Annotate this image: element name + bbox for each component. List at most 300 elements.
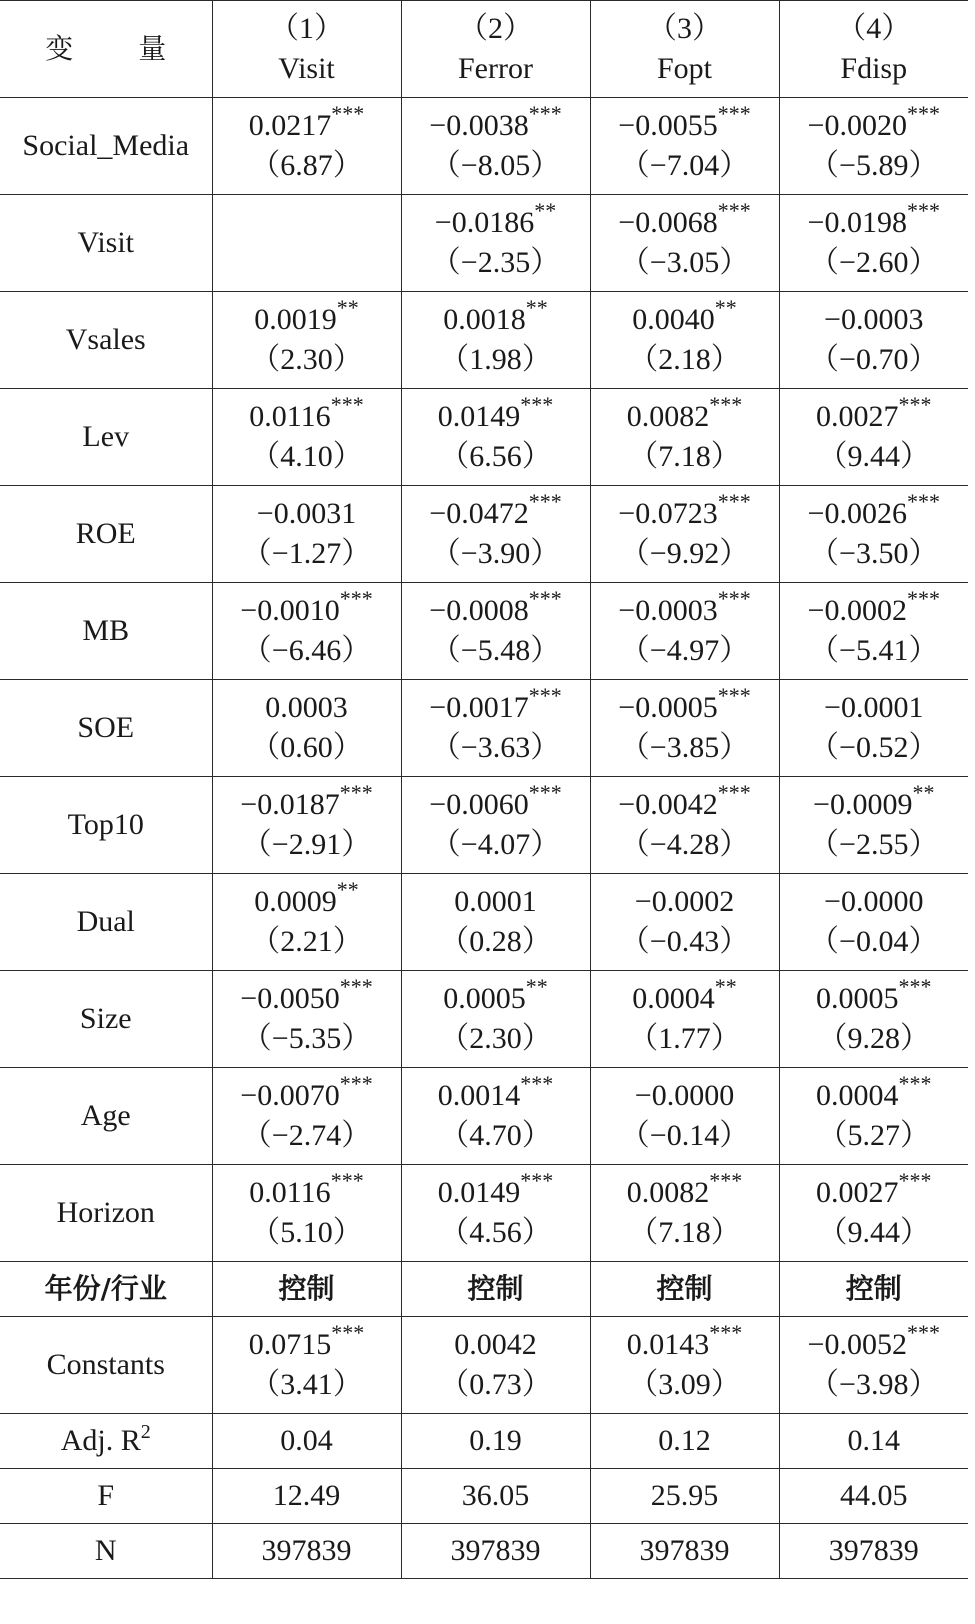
t-stat-value: （3.09） [628,1368,741,1401]
significance-stars: *** [906,101,940,126]
significance-stars: *** [339,586,373,611]
t-stat-value: （−0.70） [809,343,939,376]
coef-cell-2 [401,389,590,486]
coef-line [402,882,590,922]
header-variable-cell [0,1,212,98]
coef-cell-3 [590,680,779,777]
coef-cell-2 [401,195,590,292]
coef-cell-1 [212,195,401,292]
significance-stars: *** [331,1320,365,1345]
header-col-4 [779,1,968,98]
coef-value: −0.0026 [807,497,907,530]
header-col-number: （1） [269,12,344,45]
coef-value: 0.0014 [437,1079,521,1112]
row-label: Adj. R [60,1424,141,1457]
coef-value: 0.0004 [816,1079,899,1112]
table-row [0,777,968,874]
f-stat-value: 12.49 [212,1469,401,1524]
t-stat-value: （−8.05） [430,149,561,182]
coef-cell-1 [212,874,401,971]
t-stat-value: （3.41） [250,1368,363,1401]
coef-cell-1 [212,292,401,389]
coef-line [780,780,969,825]
t-stat-value: （7.18） [628,440,741,473]
coef-line [780,392,969,437]
significance-stars: *** [709,392,743,417]
significance-stars: *** [339,1071,373,1096]
coef-cell-4 [779,777,968,874]
t-stat-value: （−7.04） [619,149,750,182]
coef-value: −0.0186 [434,206,535,239]
t-stat-value: （−3.50） [809,537,939,570]
coef-line [591,882,779,922]
coef-cell-3 [590,98,779,195]
coef-line [213,1071,401,1116]
coef-cell-2 [401,1165,590,1262]
coef-line [591,295,779,340]
coef-line [213,586,401,631]
coef-line [402,683,590,728]
t-stat-value: （−0.52） [809,731,939,764]
coef-cell-2 [401,292,590,389]
row-label: Social_Media [0,98,212,195]
significance-stars: ** [714,974,737,999]
row-label: Size [0,971,212,1068]
coef-value: −0.0000 [824,885,924,918]
coef-value: −0.0002 [807,594,907,627]
coef-value: 0.0018 [443,303,526,336]
significance-stars: *** [898,974,932,999]
f-stat-value: 25.95 [590,1469,779,1524]
row-label: MB [0,583,212,680]
coef-value: −0.0031 [256,497,357,530]
table-row [0,389,968,486]
t-stat-value: （−6.46） [241,634,372,667]
t-stat-value: （2.18） [628,343,741,376]
coef-line [402,1325,590,1365]
adj-r2-value: 0.19 [401,1414,590,1469]
coef-cell-2 [401,583,590,680]
coef-cell-1 [212,680,401,777]
coef-line [591,586,779,631]
coef-cell-4 [779,583,968,680]
coef-value: 0.0005 [816,982,899,1015]
coef-line [591,780,779,825]
coef-line [213,101,401,146]
coef-line [402,101,590,146]
coef-line [780,1168,969,1213]
header-col-number: （3） [647,12,722,45]
coef-cell-4 [779,874,968,971]
t-stat-value: （−4.97） [619,634,750,667]
t-stat-value: （−2.91） [241,828,372,861]
coef-cell-3 [590,389,779,486]
row-label: SOE [0,680,212,777]
t-stat-value: （4.70） [439,1119,552,1152]
table-row [0,195,968,292]
coef-line [591,1076,779,1116]
adj-r2-value: 0.12 [590,1414,779,1469]
header-col-name: Fdisp [840,52,908,85]
coef-value: −0.0005 [618,691,718,724]
t-stat-value: （−5.89） [809,149,939,182]
table-row [0,1068,968,1165]
coef-value: 0.0149 [437,1176,521,1209]
t-stat-value: （−1.27） [241,537,372,570]
significance-stars: ** [525,295,548,320]
table-body [0,98,968,1579]
significance-stars: *** [898,1071,932,1096]
coef-cell-4 [779,971,968,1068]
coef-line [591,489,779,534]
header-col-number: （4） [836,12,912,45]
coef-value: −0.0472 [429,497,529,530]
coef-value: 0.0019 [254,303,337,336]
coef-line [780,974,969,1019]
significance-stars: ** [534,198,557,223]
coef-value: −0.0070 [240,1079,340,1112]
coef-value: −0.0050 [240,982,340,1015]
row-label: F [0,1469,212,1524]
coef-cell-1 [212,486,401,583]
t-stat-value: （2.21） [250,925,363,958]
coef-cell-3 [590,971,779,1068]
significance-stars: *** [528,489,562,514]
coef-cell-4 [779,1068,968,1165]
coef-line [780,198,969,243]
coef-value: 0.0001 [454,885,537,918]
adj-r2-value: 0.04 [212,1414,401,1469]
t-stat-value: （−9.92） [619,537,750,570]
coef-value: 0.0149 [437,400,521,433]
coef-line [213,780,401,825]
coef-value: 0.0143 [626,1328,710,1361]
significance-stars: *** [330,392,364,417]
coef-line [213,877,401,922]
significance-stars: *** [331,101,365,126]
adj-r2-value: 0.14 [779,1414,968,1469]
coef-value: −0.0020 [807,109,907,142]
coef-line [780,586,969,631]
coef-cell-1 [212,971,401,1068]
controls-value: 控制 [401,1262,590,1317]
coef-line [213,494,401,534]
controls-row [0,1262,968,1317]
header-variable-label: 变 量 [45,32,195,65]
coef-line [402,974,590,1019]
coef-value: −0.0003 [824,303,924,336]
adj-r2-row [0,1414,968,1469]
significance-stars: *** [709,1168,743,1193]
coef-value: −0.0017 [429,691,529,724]
coef-cell-4 [779,1165,968,1262]
coef-line [402,1168,590,1213]
coef-line [591,683,779,728]
t-stat-value: （4.56） [439,1216,552,1249]
t-stat-value: （−3.05） [619,246,750,279]
coef-value: 0.0042 [454,1328,537,1361]
coef-cell-2 [401,98,590,195]
coef-cell-4 [779,292,968,389]
significance-stars: *** [717,586,751,611]
coef-cell-1 [212,1068,401,1165]
coef-value: 0.0116 [249,400,331,433]
significance-stars: *** [898,392,932,417]
significance-stars: ** [714,295,737,320]
coef-value: 0.0082 [626,400,710,433]
coef-cell-3 [590,777,779,874]
significance-stars: *** [528,683,562,708]
header-col-2 [401,1,590,98]
t-stat-value: （0.60） [250,731,363,764]
t-stat-value: （9.44） [817,1216,930,1249]
t-stat-value: （−0.04） [809,925,939,958]
header-row [0,1,968,98]
coef-line [780,489,969,534]
coef-value: 0.0005 [443,982,526,1015]
header-col-3 [590,1,779,98]
superscript-2: 2 [140,1421,151,1443]
coef-cell-3 [590,874,779,971]
table-row [0,874,968,971]
significance-stars: ** [912,780,935,805]
row-label: Top10 [0,777,212,874]
coef-cell-2 [401,680,590,777]
coef-cell-1 [212,1317,401,1414]
n-obs-row [0,1524,968,1579]
significance-stars: *** [528,780,562,805]
significance-stars: *** [709,1320,743,1345]
coef-cell-3 [590,1068,779,1165]
coef-cell-1 [212,777,401,874]
coef-value: −0.0009 [813,788,913,821]
t-stat-value: （−5.48） [430,634,561,667]
coef-line [780,1071,969,1116]
coef-cell-4 [779,389,968,486]
table-row [0,98,968,195]
t-stat-value: （1.98） [439,343,552,376]
coef-line [591,101,779,146]
t-stat-value: （0.73） [439,1368,552,1401]
t-stat-value: （−3.63） [430,731,561,764]
coef-cell-1 [212,98,401,195]
coef-line [780,882,969,922]
t-stat-value: （−2.35） [430,246,561,279]
coef-value: −0.0042 [618,788,718,821]
coef-line [402,1071,590,1116]
constants-row [0,1317,968,1414]
coef-cell-4 [779,98,968,195]
coef-line [213,1168,401,1213]
coef-cell-2 [401,874,590,971]
coef-line [402,586,590,631]
header-col-name: Visit [278,52,335,85]
coef-line [213,295,401,340]
t-stat-value: （6.56） [439,440,552,473]
row-label: 年份/行业 [0,1262,212,1317]
coef-cell-3 [590,195,779,292]
significance-stars: *** [520,392,554,417]
f-stat-value: 44.05 [779,1469,968,1524]
t-stat-value: （−3.85） [619,731,750,764]
significance-stars: *** [906,489,940,514]
coef-line [780,300,969,340]
coef-value: −0.0068 [618,206,718,239]
table-row [0,680,968,777]
coef-line [213,392,401,437]
row-label: Age [0,1068,212,1165]
table-row [0,971,968,1068]
significance-stars: ** [336,295,359,320]
coef-line [213,974,401,1019]
significance-stars: *** [898,1168,932,1193]
significance-stars: *** [717,198,751,223]
t-stat-value: （−3.98） [809,1368,939,1401]
t-stat-value: （−2.74） [241,1119,372,1152]
coef-line [591,198,779,243]
coef-line [591,1168,779,1213]
significance-stars: *** [717,101,751,126]
t-stat-value: （−4.07） [430,828,561,861]
coef-cell-4 [779,680,968,777]
coef-cell-2 [401,1317,590,1414]
coef-cell-1 [212,1165,401,1262]
coef-value: 0.0003 [265,691,348,724]
coef-cell-4 [779,1317,968,1414]
coef-line [780,688,969,728]
row-label: Dual [0,874,212,971]
significance-stars: *** [906,586,940,611]
row-label: N [0,1524,212,1579]
coef-line [402,295,590,340]
coef-value: −0.0723 [618,497,718,530]
controls-value: 控制 [779,1262,968,1317]
significance-stars: ** [525,974,548,999]
t-stat-value: （9.28） [817,1022,930,1055]
coef-value: 0.0027 [816,400,899,433]
coef-value: 0.0116 [249,1176,331,1209]
coef-value: 0.0040 [632,303,715,336]
coef-value: −0.0002 [634,885,735,918]
coef-value: −0.0000 [634,1079,735,1112]
t-stat-value: （−5.41） [809,634,939,667]
coef-value: 0.0027 [816,1176,899,1209]
coef-value: 0.0004 [632,982,715,1015]
table-row [0,1165,968,1262]
significance-stars: *** [520,1071,554,1096]
f-stat-value: 36.05 [401,1469,590,1524]
significance-stars: *** [906,198,940,223]
t-stat-value: （5.10） [250,1216,363,1249]
coef-value: −0.0052 [807,1328,907,1361]
coef-cell-2 [401,971,590,1068]
significance-stars: *** [717,489,751,514]
t-stat-value: （5.27） [817,1119,930,1152]
t-stat-value: （2.30） [250,343,363,376]
coef-cell-1 [212,583,401,680]
significance-stars: *** [906,1320,940,1345]
row-label: Horizon [0,1165,212,1262]
t-stat-value: （2.30） [439,1022,552,1055]
table-row [0,486,968,583]
coef-cell-4 [779,195,968,292]
t-stat-value: （6.87） [250,149,363,182]
coef-line [591,974,779,1019]
t-stat-value: （0.28） [439,925,552,958]
coef-value: −0.0008 [429,594,529,627]
significance-stars: *** [717,683,751,708]
f-stat-row [0,1469,968,1524]
coef-line [213,1320,401,1365]
coef-line [780,101,969,146]
significance-stars: *** [339,780,373,805]
significance-stars: ** [336,877,359,902]
n-obs-value: 397839 [212,1524,401,1579]
significance-stars: *** [520,1168,554,1193]
coef-cell-2 [401,486,590,583]
coef-value: −0.0038 [429,109,529,142]
row-label: Vsales [0,292,212,389]
coef-value: 0.0217 [248,109,332,142]
coef-cell-3 [590,1317,779,1414]
coef-value: 0.0009 [254,885,337,918]
coef-cell-3 [590,583,779,680]
coef-value: 0.0715 [248,1328,332,1361]
coef-line [402,489,590,534]
coef-value: −0.0060 [429,788,529,821]
coef-cell-1 [212,389,401,486]
t-stat-value: （−5.35） [241,1022,372,1055]
n-obs-value: 397839 [590,1524,779,1579]
coef-value: −0.0003 [618,594,718,627]
coef-value: −0.0198 [807,206,907,239]
t-stat-value: （7.18） [628,1216,741,1249]
coef-line [591,392,779,437]
row-label-cell [0,1414,212,1469]
coef-cell-2 [401,777,590,874]
coef-line [402,780,590,825]
header-col-name: Fopt [656,52,713,85]
t-stat-value: （−3.90） [430,537,561,570]
t-stat-value: （4.10） [250,440,363,473]
coef-value: 0.0082 [626,1176,710,1209]
coef-cell-3 [590,486,779,583]
row-label: Constants [0,1317,212,1414]
coef-value: −0.0187 [240,788,340,821]
controls-value: 控制 [590,1262,779,1317]
t-stat-value: （−4.28） [619,828,750,861]
table-row [0,292,968,389]
coef-cell-2 [401,1068,590,1165]
t-stat-value: （1.77） [628,1022,741,1055]
coef-line [780,1320,969,1365]
coef-value: −0.0010 [240,594,340,627]
t-stat-value: （−0.14） [619,1119,750,1152]
coef-value: −0.0055 [618,109,718,142]
coef-value: −0.0001 [824,691,924,724]
table-row [0,583,968,680]
coef-cell-3 [590,1165,779,1262]
significance-stars: *** [717,780,751,805]
controls-value: 控制 [212,1262,401,1317]
significance-stars: *** [528,586,562,611]
n-obs-value: 397839 [401,1524,590,1579]
coef-cell-4 [779,486,968,583]
row-label: Visit [0,195,212,292]
coef-line [402,198,590,243]
row-label: ROE [0,486,212,583]
n-obs-value: 397839 [779,1524,968,1579]
